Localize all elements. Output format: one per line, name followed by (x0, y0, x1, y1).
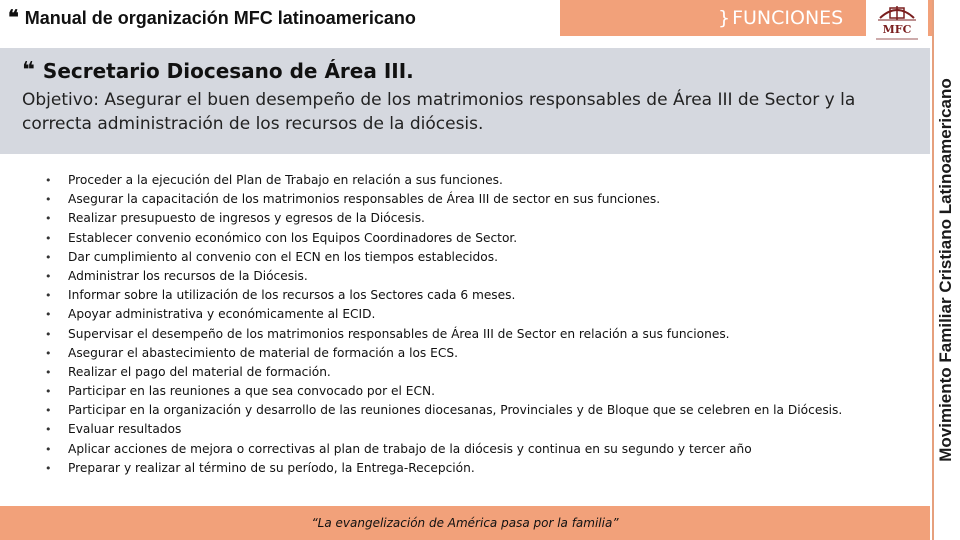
mfc-logo-icon (866, 0, 928, 44)
bullet-icon: • (45, 461, 52, 475)
bullet-icon: • (45, 385, 52, 399)
list-item-text: Dar cumplimiento al convenio con el ECN en los tiempos establecidos. (68, 249, 498, 264)
bullet-icon: • (45, 308, 52, 322)
list-item (44, 209, 904, 228)
manual-title (0, 0, 560, 36)
list-item (44, 190, 904, 209)
list-item (44, 344, 904, 363)
side-band-text: Movimiento Familiar Cristiano Latinoamericano (936, 78, 955, 462)
bullet-icon: • (45, 346, 52, 360)
bullet-icon: • (45, 423, 52, 437)
quote-icon: ❝ (8, 7, 19, 29)
list-item-text: Proceder a la ejecución del Plan de Trabajo en relación a sus funciones. (68, 173, 503, 187)
list-item (44, 171, 904, 190)
bullet-icon: • (45, 289, 52, 303)
list-item-text: Supervisar el desempeño de los matrimonios responsables de Área III de Sector en relación a sus funciones. (68, 326, 730, 341)
mfc-logo (866, 0, 928, 44)
list-item-text: Participar en la organización y desarrollo de las reuniones diocesanas, Provinciales y de Bloque que se celebren en la Diócesis. (68, 403, 843, 418)
bullet-icon: • (45, 212, 52, 226)
list-item-text: Participar en las reuniones a que sea convocado por el ECN. (68, 384, 435, 399)
bullet-icon: • (45, 365, 52, 379)
list-item (44, 459, 904, 478)
list-item-text: Establecer convenio económico con los Equipos Coordinadores de Sector. (68, 230, 518, 245)
bullet-icon: • (45, 193, 52, 207)
list-item-text: Asegurar el abastecimiento de material de formación a los ECS. (68, 345, 458, 360)
list-item (44, 325, 904, 344)
list-item (44, 363, 904, 382)
section-label-text: FUNCIONES (732, 7, 844, 29)
role-panel (0, 48, 930, 154)
manual-title-text: Manual de organización MFC latinoamericano (24, 7, 416, 28)
footer-motto: “La evangelización de América pasa por la familia” (311, 516, 619, 530)
bullet-icon: • (45, 269, 52, 283)
section-label (718, 2, 843, 34)
list-item (44, 267, 904, 286)
list-item-text: Asegurar la capacitación de los matrimonios responsables de Área III de sector en sus funciones. (68, 192, 661, 207)
list-item-text: Realizar el pago del material de formación. (68, 364, 331, 379)
list-item (44, 382, 904, 401)
list-item-text: Evaluar resultados (68, 422, 182, 437)
bullet-icon: • (45, 231, 52, 245)
list-item-text: Aplicar acciones de mejora o correctivas al plan de trabajo de la diócesis y continua en su segundo y tercer año (68, 441, 752, 456)
list-item (44, 420, 904, 439)
quote-icon: ❝ (22, 58, 35, 83)
bullet-icon: • (45, 442, 52, 456)
logo-text: MFC (882, 23, 912, 36)
list-item-text: Apoyar administrativa y económicamente al ECID. (68, 307, 376, 322)
list-item (44, 440, 904, 459)
list-item (44, 229, 904, 248)
list-item-text: Administrar los recursos de la Diócesis. (68, 268, 308, 283)
role-heading (22, 58, 414, 83)
bullet-icon: • (45, 327, 52, 341)
list-item (44, 305, 904, 324)
bullet-icon: • (45, 404, 52, 418)
list-item (44, 248, 904, 267)
list-item-text: Preparar y realizar al término de su período, la Entrega-Recepción. (68, 460, 475, 475)
bullet-icon: • (45, 250, 52, 264)
functions-list (44, 171, 904, 478)
list-item (44, 401, 904, 420)
footer-bar (0, 506, 930, 540)
list-item-text: Informar sobre la utilización de los recursos a los Sectores cada 6 meses. (68, 288, 516, 303)
list-item-text: Realizar presupuesto de ingresos y egresos de la Diócesis. (68, 211, 425, 226)
brace-glyph: } (718, 7, 731, 29)
role-heading-text: Secretario Diocesano de Área III. (42, 58, 414, 83)
list-item (44, 286, 904, 305)
bullet-icon: • (45, 174, 52, 187)
role-objective: Objetivo: Asegurar el buen desempeño de los matrimonios responsables de Área III de Sector y la correcta administración de los recursos de la diócesis. (22, 90, 856, 134)
